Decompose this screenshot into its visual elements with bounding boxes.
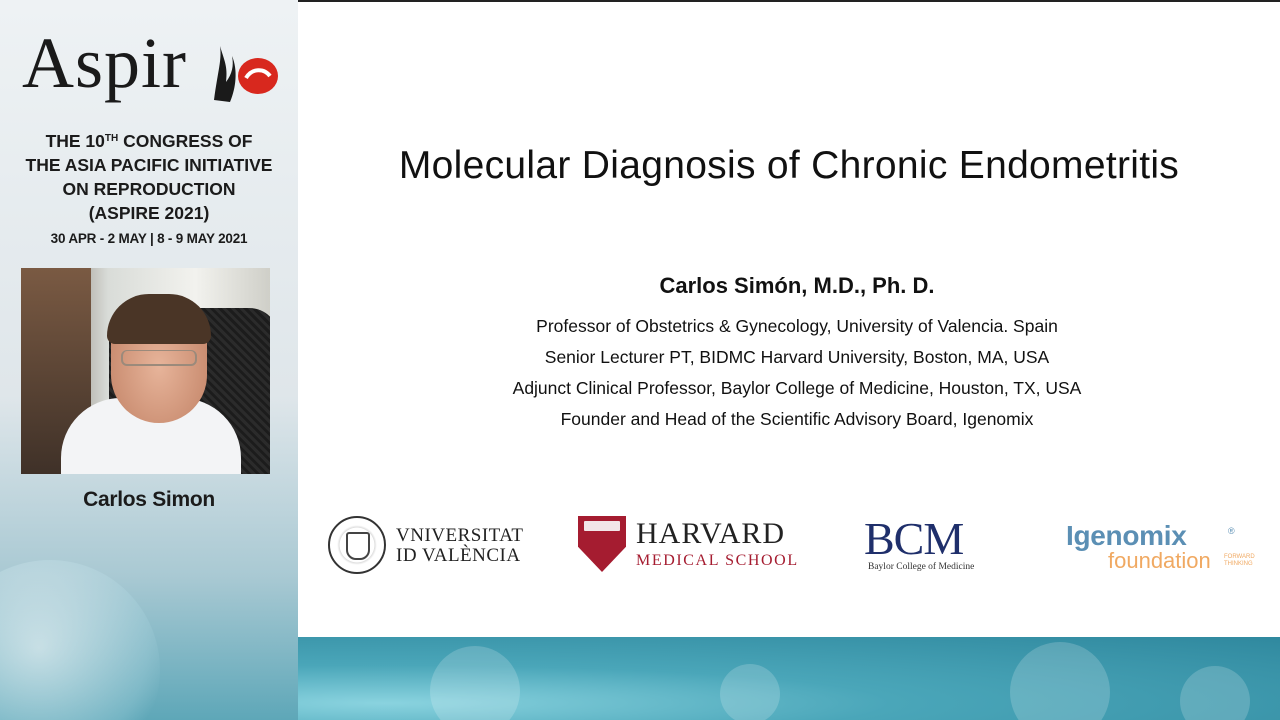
congress-title	[0, 127, 298, 225]
bokeh-light	[430, 646, 520, 720]
slide-title: Molecular Diagnosis of Chronic Endometritis	[398, 144, 1180, 187]
igenomix-tagline-2: THINKING	[1224, 561, 1253, 567]
valencia-seal-icon	[328, 516, 386, 574]
aspire-emblem-icon	[208, 30, 284, 114]
bokeh-light	[1010, 642, 1110, 720]
video-speaker-glasses	[121, 350, 197, 366]
speaker-video	[21, 268, 270, 474]
igenomix-foundation-logo	[1064, 520, 1274, 580]
harvard-medical-school-logo	[578, 516, 818, 576]
affiliation-line: Senior Lecturer PT, BIDMC Harvard University, Boston, MA, USA	[544, 347, 1050, 367]
bokeh-light	[1180, 666, 1250, 720]
valencia-name	[396, 526, 523, 566]
congress-line-1-sup: TH	[104, 133, 119, 144]
congress-line-1-post: CONGRESS OF	[118, 131, 253, 151]
video-speaker-hair	[107, 294, 211, 344]
bcm-wordmark: BCM	[864, 513, 964, 564]
congress-line-2: THE ASIA PACIFIC INITIATIVE	[25, 155, 273, 175]
presentation-slide	[298, 0, 1280, 637]
igenomix-tagline	[1224, 554, 1255, 568]
affiliation-line: Professor of Obstetrics & Gynecology, University of Valencia. Spain	[536, 316, 1058, 336]
globe-graphic	[0, 560, 160, 720]
logo-wordmark: Aspir	[22, 23, 187, 103]
igenomix-wordmark: Igenomix	[1066, 520, 1187, 551]
affiliation-line: Founder and Head of the Scientific Advisory Board, Igenomix	[560, 409, 1034, 429]
harvard-shield-icon	[578, 516, 626, 572]
slide-author: Carlos Simón, M.D., Ph. D.	[659, 273, 935, 298]
congress-line-3: ON REPRODUCTION	[62, 179, 236, 199]
affiliation-line: Adjunct Clinical Professor, Baylor College of Medicine, Houston, TX, USA	[512, 378, 1082, 398]
harvard-subname: MEDICAL SCHOOL	[636, 552, 799, 569]
valencia-name-line-1: VNIVERSITAT	[396, 525, 524, 546]
bcm-fullname: Baylor College of Medicine	[868, 562, 975, 572]
bokeh-light	[720, 664, 780, 720]
congress-line-1-pre: THE 10	[45, 131, 105, 151]
baylor-college-logo	[864, 513, 1004, 578]
igenomix-foundation-text: foundation	[1108, 548, 1211, 573]
congress-dates: 30 APR - 2 MAY | 8 - 9 MAY 2021	[50, 231, 248, 246]
sidebar	[0, 0, 298, 720]
university-of-valencia-logo	[328, 514, 524, 576]
harvard-name: HARVARD	[636, 517, 786, 550]
author-affiliations	[306, 311, 1280, 435]
valencia-name-line-2: ID VALÈNCIA	[396, 545, 521, 566]
aspire-logo	[22, 22, 282, 114]
speaker-name: Carlos Simon	[83, 488, 215, 511]
congress-line-4: (ASPIRE 2021)	[88, 203, 210, 223]
registered-mark-icon: ®	[1228, 526, 1235, 536]
igenomix-tagline-1: FORWARD	[1224, 554, 1255, 560]
